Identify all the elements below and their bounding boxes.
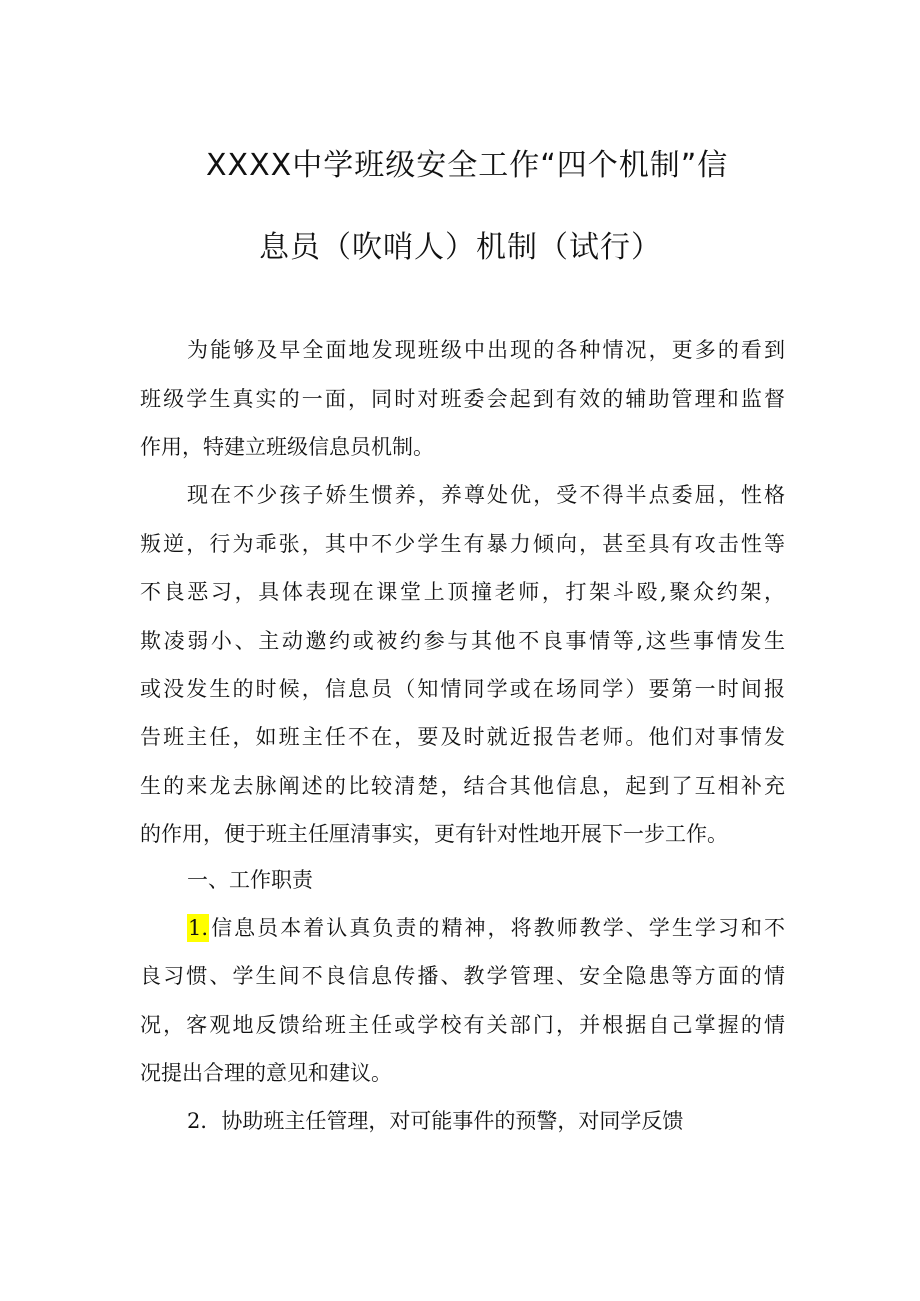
- paragraph-line: 况，客观地反馈给班主任或学校有关部门，并根据自己掌握的情: [140, 1013, 785, 1037]
- paragraph-line: 告班主任，如班主任不在，要及时就近报告老师。他们对事情发: [140, 725, 785, 749]
- document-title-line-1: XXXX中学班级安全工作“四个机制”信: [206, 148, 729, 183]
- paragraph-line: 为能够及早全面地发现班级中出现的各种情况，更多的看到: [187, 338, 785, 362]
- paragraph-line: 作用，特建立班级信息员机制。: [140, 435, 434, 459]
- paragraph-line: 或没发生的时候，信息员（知情同学或在场同学）要第一时间报: [140, 677, 785, 701]
- paragraph-line: 良习惯、学生间不良信息传播、教学管理、安全隐患等方面的情: [140, 964, 785, 988]
- paragraph-line: [187, 913, 785, 943]
- document-title-line-2: 息员（吹哨人）机制（试行）: [259, 230, 662, 265]
- paragraph-line: 班级学生真实的一面，同时对班委会起到有效的辅助管理和监督: [140, 387, 785, 411]
- paragraph-line: 的作用，便于班主任厘清事实，更有针对性地开展下一步工作。: [140, 822, 728, 846]
- paragraph-line: 不良恶习，具体表现在课堂上顶撞老师，打架斗殴,聚众约架，: [140, 580, 785, 604]
- paragraph-line: 生的来龙去脉阐述的比较清楚，结合其他信息，起到了互相补充: [140, 774, 785, 798]
- highlighted-item-number: 1.: [188, 916, 209, 940]
- item-text: 信息员本着认真负责的精神，将教师教学、学生学习和不: [209, 916, 785, 940]
- paragraph-line: 欺凌弱小、主动邀约或被约参与其他不良事情等,这些事情发生: [140, 629, 785, 653]
- paragraph-line: 叛逆，行为乖张，其中不少学生有暴力倾向，甚至具有攻击性等: [140, 532, 785, 556]
- section-heading-duties: 一、工作职责: [187, 868, 313, 892]
- duty-item-2: 2．协助班主任管理，对可能事件的预警，对同学反馈: [187, 1109, 684, 1133]
- paragraph-line: 况提出合理的意见和建议。: [140, 1061, 392, 1085]
- paragraph-line: 现在不少孩子娇生惯养，养尊处优，受不得半点委屈，性格: [187, 483, 785, 507]
